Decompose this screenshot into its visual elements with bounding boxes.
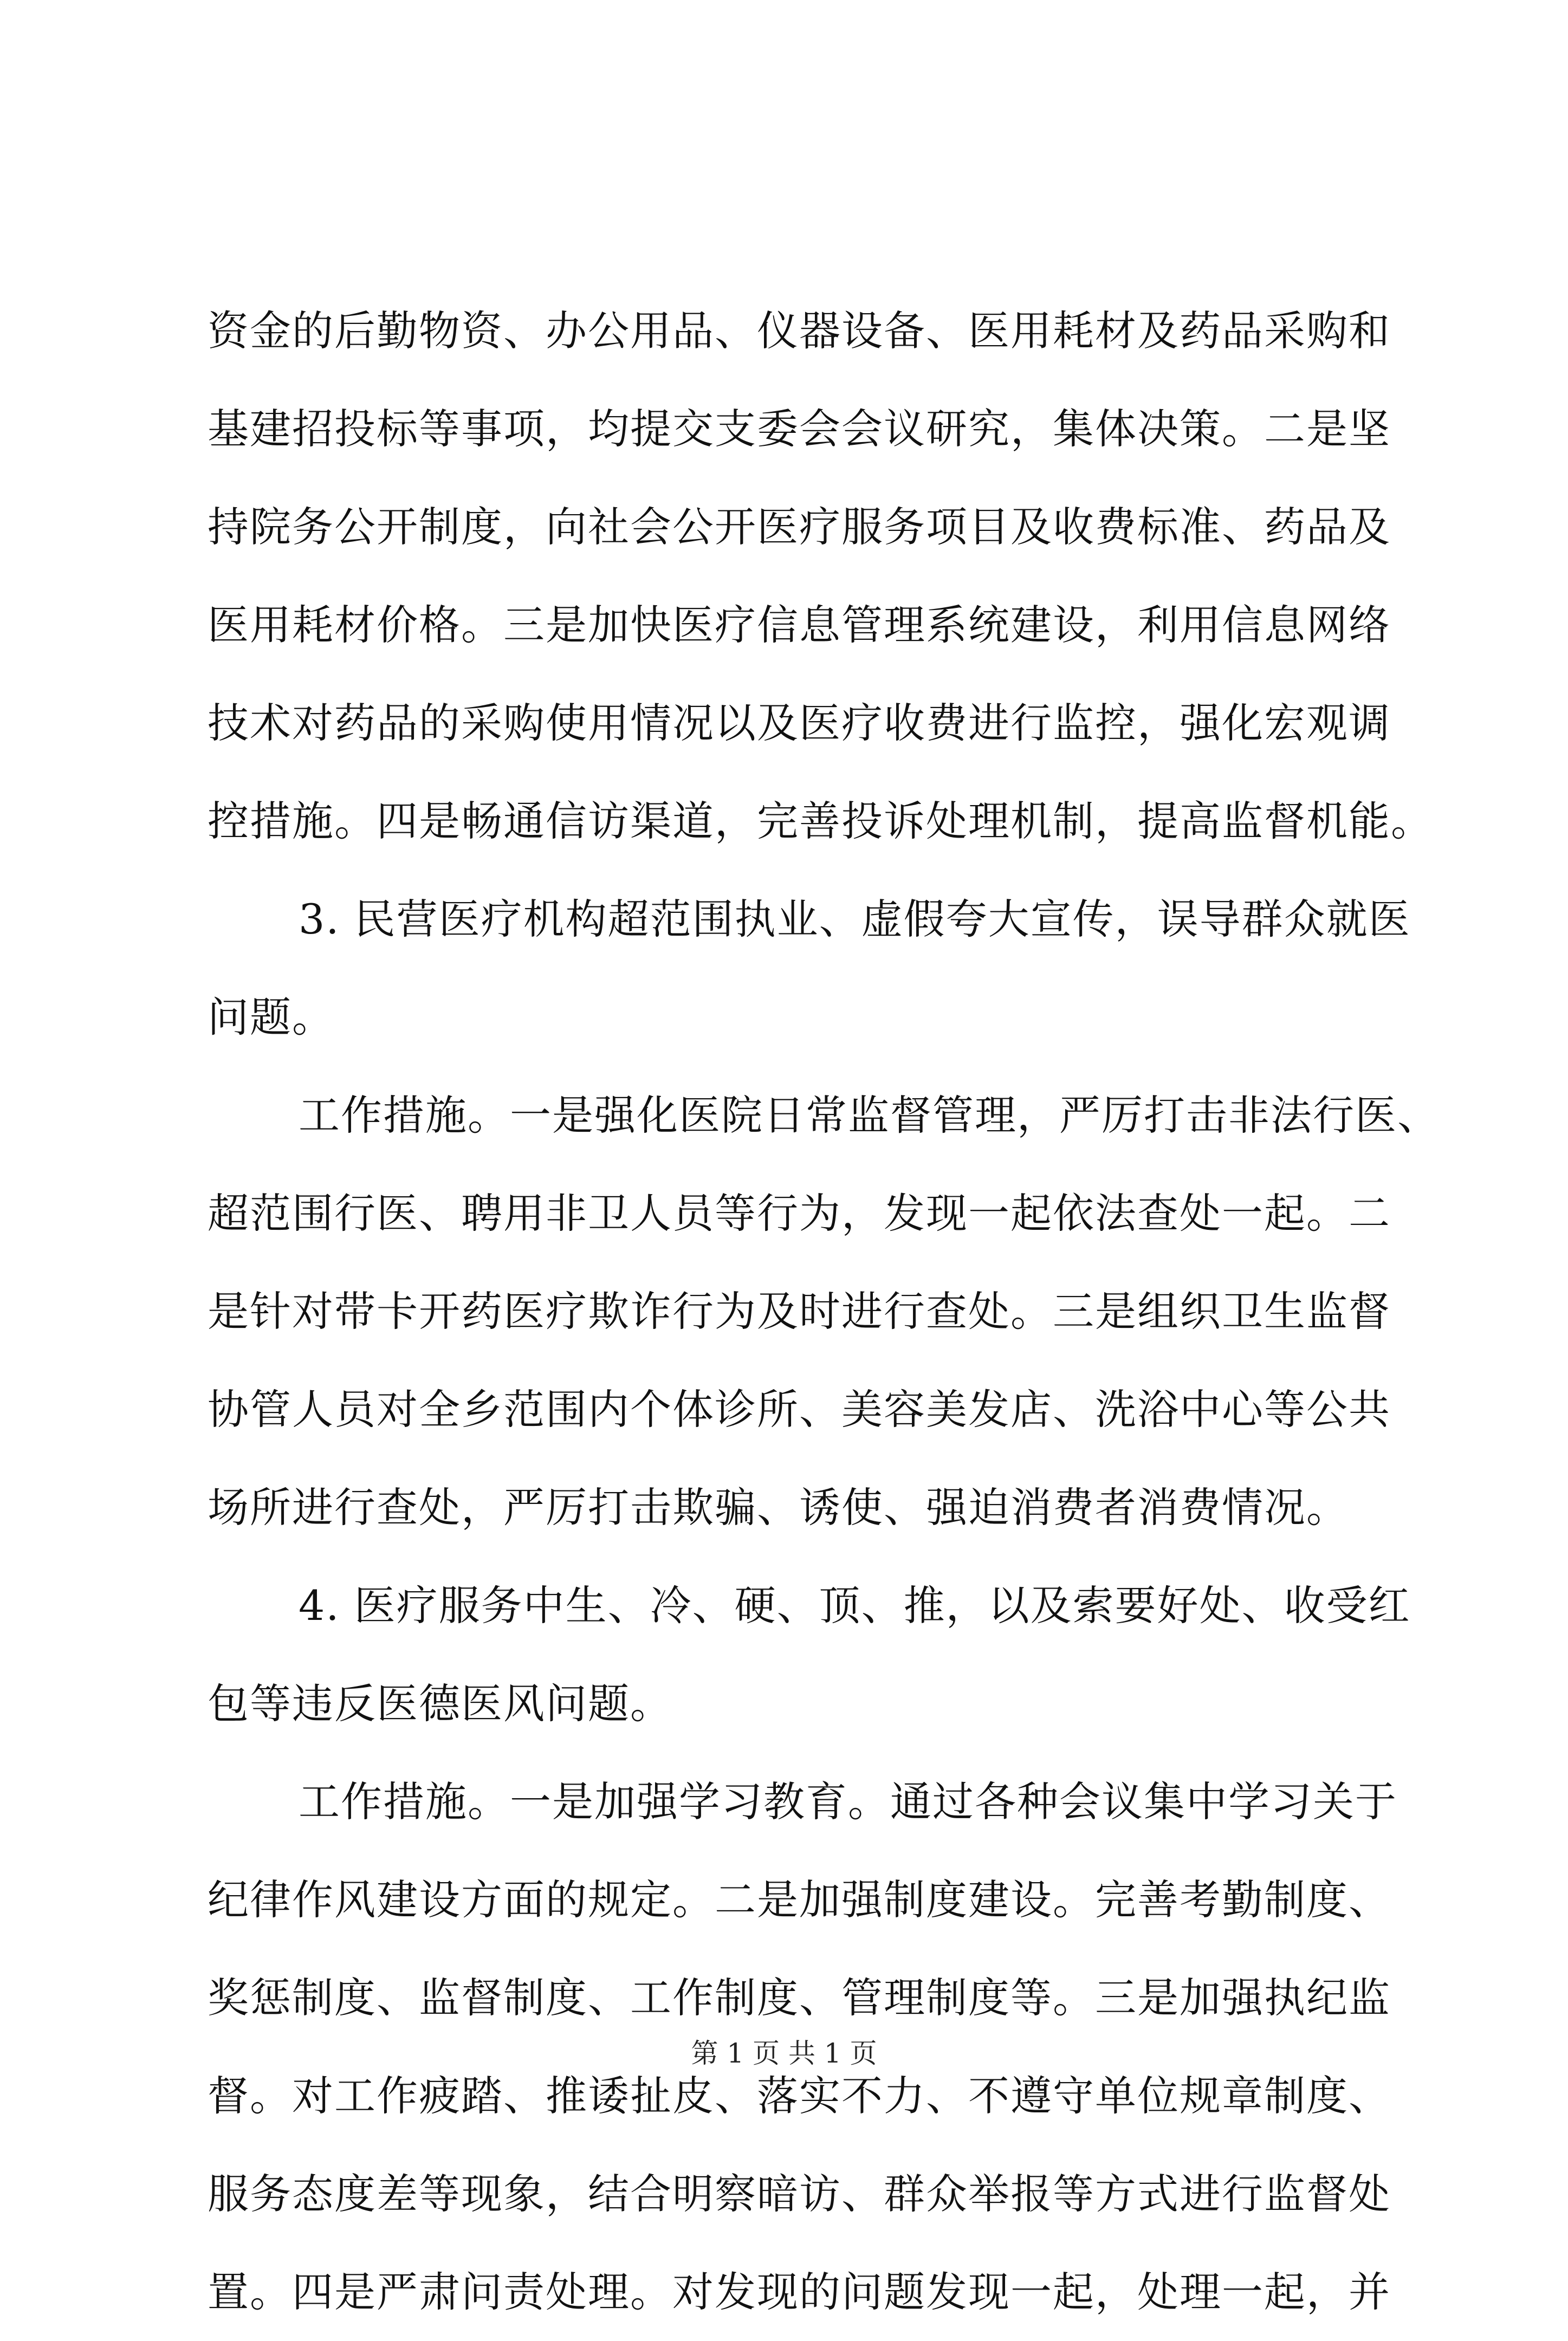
item-heading-line: 3. 民营医疗机构超范围执业、虚假夸大宣传，误导群众就医	[299, 895, 1411, 943]
text-line: 是针对带卡开药医疗欺诈行为及时进行查处。三是组织卫生监督	[208, 1287, 1391, 1335]
page-footer: 第 1 页 共 1 页	[691, 2038, 877, 2069]
text-line: 置。四是严肃问责处理。对发现的问题发现一起，处理一起，并	[208, 2268, 1391, 2316]
text-line: 服务态度差等现象，结合明察暗访、群众举报等方式进行监督处	[208, 2170, 1391, 2218]
text-line: 纪律作风建设方面的规定。二是加强制度建设。完善考勤制度、	[208, 1876, 1391, 1924]
text-line: 超范围行医、聘用非卫人员等行为，发现一起依法查处一起。二	[208, 1189, 1391, 1237]
item-heading-line: 4. 医疗服务中生、冷、硬、顶、推，以及索要好处、收受红	[299, 1581, 1411, 1630]
text-line: 问题。	[208, 993, 334, 1041]
text-line: 医用耗材价格。三是加快医疗信息管理系统建设，利用信息网络	[208, 601, 1391, 649]
text-line: 奖惩制度、监督制度、工作制度、管理制度等。三是加强执纪监	[208, 1974, 1391, 2022]
text-line: 包等违反医德医风问题。	[208, 1679, 672, 1728]
paragraph-start-line: 工作措施。一是强化医院日常监督管理，严厉打击非法行医、	[299, 1091, 1440, 1139]
text-line: 持院务公开制度，向社会公开医疗服务项目及收费标准、药品及	[208, 503, 1391, 551]
text-line: 协管人员对全乡范围内个体诊所、美容美发店、洗浴中心等公共	[208, 1385, 1391, 1434]
text-line: 督。对工作疲踏、推诿扯皮、落实不力、不遵守单位规章制度、	[208, 2072, 1391, 2120]
text-line: 资金的后勤物资、办公用品、仪器设备、医用耗材及药品采购和	[208, 307, 1391, 355]
text-line: 控措施。四是畅通信访渠道，完善投诉处理机制，提高监督机能。	[208, 797, 1433, 845]
text-line: 技术对药品的采购使用情况以及医疗收费进行监控，强化宏观调	[208, 699, 1391, 747]
paragraph-start-line: 工作措施。一是加强学习教育。通过各种会议集中学习关于	[299, 1778, 1397, 1826]
text-line: 场所进行查处，严厉打击欺骗、诱使、强迫消费者消费情况。	[208, 1483, 1349, 1532]
text-line: 基建招投标等事项，均提交支委会会议研究，集体决策。二是坚	[208, 405, 1391, 453]
